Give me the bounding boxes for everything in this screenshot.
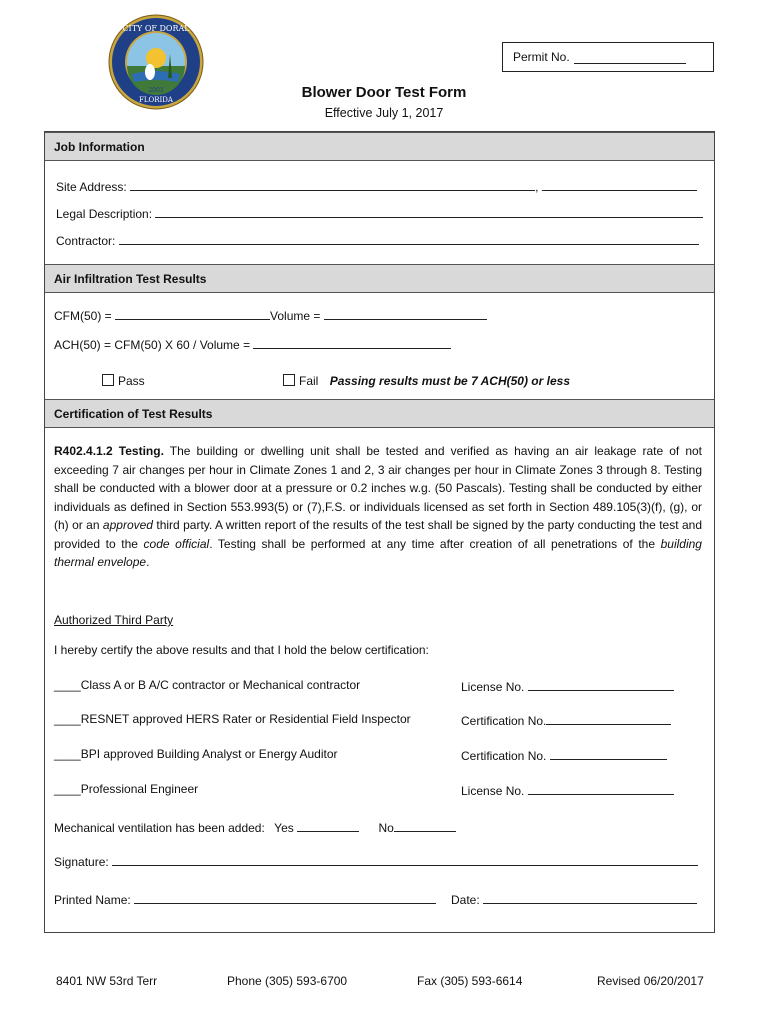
footer-address: 8401 NW 53rd Terr	[56, 974, 158, 988]
yes-field[interactable]	[297, 819, 359, 832]
contractor-label: Contractor:	[56, 234, 116, 248]
paragraph-text-2: third party. A written report of the results of the test shall be signed by the party conducting the test and provided to the	[54, 518, 702, 551]
cfm-field[interactable]	[115, 307, 270, 320]
no-label: No	[378, 821, 394, 835]
option-field-label: License No.	[461, 680, 525, 694]
ach-label: ACH(50) = CFM(50) X 60 / Volume =	[54, 338, 251, 352]
blower-door-form	[44, 131, 715, 933]
seal-bottom-text: FLORIDA	[139, 96, 173, 104]
option-row-class-ab	[54, 678, 360, 692]
seal-top-text: CITY OF DORAL	[122, 24, 190, 33]
certify-statement: I hereby certify the above results and that I hold the below certification:	[54, 643, 429, 657]
option-blank[interactable]: ____	[54, 712, 81, 726]
job-info-heading: Job Information	[45, 132, 714, 161]
fail-label: Fail	[299, 374, 319, 388]
footer-fax: Fax (305) 593-6614	[417, 974, 523, 988]
mech-vent-label: Mechanical ventilation has been added:	[54, 821, 265, 835]
ach-field[interactable]	[253, 336, 451, 349]
option-label: Professional Engineer	[80, 782, 199, 796]
seal-year: 2003	[148, 87, 164, 94]
certification-heading: Certification of Test Results	[45, 399, 714, 428]
paragraph-text-1: The building or dwelling unit shall be tested and verified as having an air leakage rate of not exceeding 7 air changes per hour in Climate Zones 1 and 2, 3 air changes per hour in Climate Zones 3 through 8. Testing shall be conducted with a blower door at a pressure or 0.2 inches w.g. (50 Pascals). Testing shall be conducted by either individuals as defined in Section 553.993(5) or (7),F.S. or individuals licensed as set forth in Section 489.105(3)(f), (g), or (h) or an	[54, 444, 703, 532]
no-field[interactable]	[394, 819, 456, 832]
volume-label: Volume =	[270, 309, 321, 323]
permit-label: Permit No.	[513, 50, 570, 64]
cfm-label: CFM(50) =	[54, 309, 112, 323]
signature-field[interactable]	[112, 853, 698, 866]
certification-number-field[interactable]	[546, 712, 671, 725]
option-label: BPI approved Building Analyst or Energy Auditor	[80, 747, 338, 761]
comma: ,	[535, 180, 539, 194]
footer-phone: Phone (305) 593-6700	[227, 974, 348, 988]
authorized-third-party-heading: Authorized Third Party	[54, 613, 174, 627]
permit-number-field[interactable]	[574, 51, 686, 64]
pass-label: Pass	[118, 374, 145, 388]
site-address-label: Site Address:	[56, 180, 127, 194]
code-official-term: code official	[143, 536, 210, 551]
legal-description-field[interactable]	[155, 205, 703, 218]
yes-label: Yes	[274, 821, 294, 835]
code-paragraph	[54, 442, 702, 572]
option-blank[interactable]: ____	[54, 678, 81, 692]
contractor-field[interactable]	[119, 232, 699, 245]
option-field-label: License No.	[461, 784, 525, 798]
option-blank[interactable]: ____	[54, 747, 81, 761]
license-number-field[interactable]	[528, 782, 674, 795]
printed-name-field[interactable]	[134, 891, 436, 904]
site-address-field[interactable]	[130, 178, 535, 191]
date-field[interactable]	[483, 891, 697, 904]
certification-number-field[interactable]	[550, 747, 667, 760]
site-address-city-field[interactable]	[542, 178, 697, 191]
passing-note: Passing results must be 7 ACH(50) or less	[329, 374, 570, 388]
footer-revised: Revised 06/20/2017	[597, 974, 704, 988]
option-field-label: Certification No.	[461, 749, 547, 763]
pass-checkbox[interactable]	[102, 374, 114, 386]
signature-label: Signature:	[54, 855, 109, 869]
form-subtitle: Effective July 1, 2017	[324, 106, 444, 120]
envelope-term: building thermal envelope	[54, 536, 702, 569]
option-field-label: Certification No.	[461, 714, 547, 728]
volume-field[interactable]	[324, 307, 487, 320]
option-blank[interactable]: ____	[54, 782, 81, 796]
paragraph-text-3: . Testing shall be performed at any time after creation of all penetrations of the	[209, 536, 661, 551]
option-row-resnet	[54, 712, 411, 726]
license-number-field[interactable]	[528, 678, 674, 691]
printed-name-label: Printed Name:	[54, 893, 131, 907]
approved-term: approved	[102, 518, 153, 532]
legal-description-label: Legal Description:	[56, 207, 153, 221]
option-label: RESNET approved HERS Rater or Residential Field Inspector	[80, 712, 411, 726]
form-title: Blower Door Test Form	[301, 84, 467, 101]
air-infiltration-heading: Air Infiltration Test Results	[45, 264, 714, 293]
date-label: Date:	[451, 893, 480, 907]
paragraph-text-4: .	[146, 555, 150, 569]
option-label: Class A or B A/C contractor or Mechanical contractor	[80, 678, 361, 692]
code-reference: R402.4.1.2 Testing.	[54, 444, 164, 458]
fail-checkbox[interactable]	[283, 374, 295, 386]
permit-number-box	[502, 42, 714, 72]
option-row-engineer	[54, 782, 198, 796]
option-row-bpi	[54, 747, 338, 761]
